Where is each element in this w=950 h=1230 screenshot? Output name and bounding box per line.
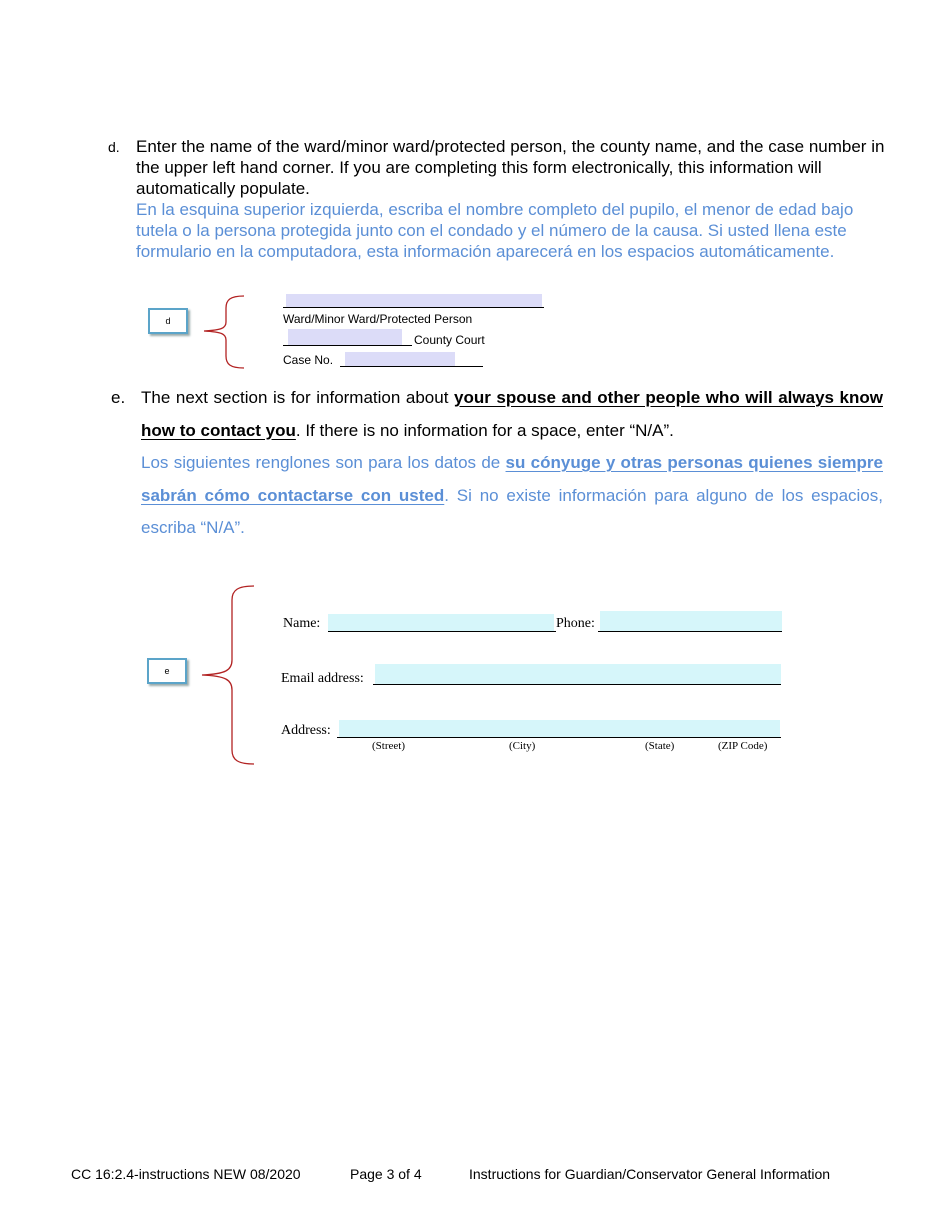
case-no-field[interactable] bbox=[345, 352, 455, 366]
street-sublabel: (Street) bbox=[372, 740, 405, 752]
item-d-spanish: En la esquina superior izquierda, escriba el nombre completo del pupilo, el menor de edad bajo tutela o la persona protegida junto con el condado y el número de la causa. Si usted llena este formulario en la computadora, esta información aparecerá en los espacios automáticamente. bbox=[136, 200, 854, 261]
item-e-spanish-post: . Si no existe información para alguno de los espacios, escriba “N/A”. bbox=[141, 485, 883, 537]
bracket-e-icon bbox=[196, 584, 256, 768]
item-e-spanish-bold: su cónyuge y otras personas quienes siempre sabrán cómo contactarse con usted bbox=[141, 453, 883, 505]
name-underline bbox=[328, 631, 556, 632]
ward-name-field[interactable] bbox=[286, 294, 542, 308]
zip-sublabel: (ZIP Code) bbox=[718, 740, 768, 752]
county-label: County Court bbox=[414, 333, 485, 347]
address-field[interactable] bbox=[339, 720, 780, 738]
callout-d: d bbox=[148, 308, 188, 334]
case-no-underline bbox=[340, 366, 483, 367]
address-underline bbox=[337, 737, 781, 738]
item-e-english-post: . If there is no information for a space, enter “N/A”. bbox=[295, 420, 674, 440]
state-sublabel: (State) bbox=[645, 740, 675, 752]
address-label: Address: bbox=[281, 723, 331, 738]
ward-label: Ward/Minor Ward/Protected Person bbox=[283, 312, 473, 326]
name-field[interactable] bbox=[328, 614, 554, 632]
footer-form-id: CC 16:2.4-instructions NEW 08/2020 bbox=[71, 1166, 301, 1182]
bracket-d-icon bbox=[196, 294, 250, 370]
callout-e: e bbox=[147, 658, 187, 684]
phone-label: Phone: bbox=[556, 616, 595, 631]
city-sublabel: (City) bbox=[509, 740, 536, 752]
item-e-spanish-pre: Los siguientes renglones son para los datos de bbox=[141, 453, 506, 472]
email-underline bbox=[373, 684, 781, 685]
name-label: Name: bbox=[283, 616, 321, 631]
item-d-english: Enter the name of the ward/minor ward/protected person, the county name, and the case number in the upper left hand corner. If you are completing this form electronically, this information will automatically populate. bbox=[136, 137, 885, 198]
phone-field[interactable] bbox=[600, 611, 782, 631]
county-field[interactable] bbox=[288, 329, 402, 345]
item-e-english-pre: The next section is for information about bbox=[141, 388, 455, 407]
item-e-spanish bbox=[141, 447, 883, 545]
item-e-english-bold: your spouse and other people who will always know how to contact you bbox=[141, 388, 884, 440]
item-e-marker: e. bbox=[111, 388, 126, 407]
footer-title: Instructions for Guardian/Conservator General Information bbox=[469, 1166, 831, 1182]
ward-name-underline bbox=[283, 307, 544, 308]
email-label: Email address: bbox=[281, 671, 364, 686]
item-e-english bbox=[141, 382, 883, 447]
county-underline bbox=[283, 345, 412, 346]
phone-underline bbox=[598, 631, 782, 632]
item-d-instructions bbox=[136, 136, 896, 262]
item-d-marker: d. bbox=[108, 139, 120, 155]
email-field[interactable] bbox=[375, 664, 781, 685]
footer-page-number: Page 3 of 4 bbox=[350, 1166, 422, 1182]
case-no-label: Case No. bbox=[283, 353, 334, 367]
